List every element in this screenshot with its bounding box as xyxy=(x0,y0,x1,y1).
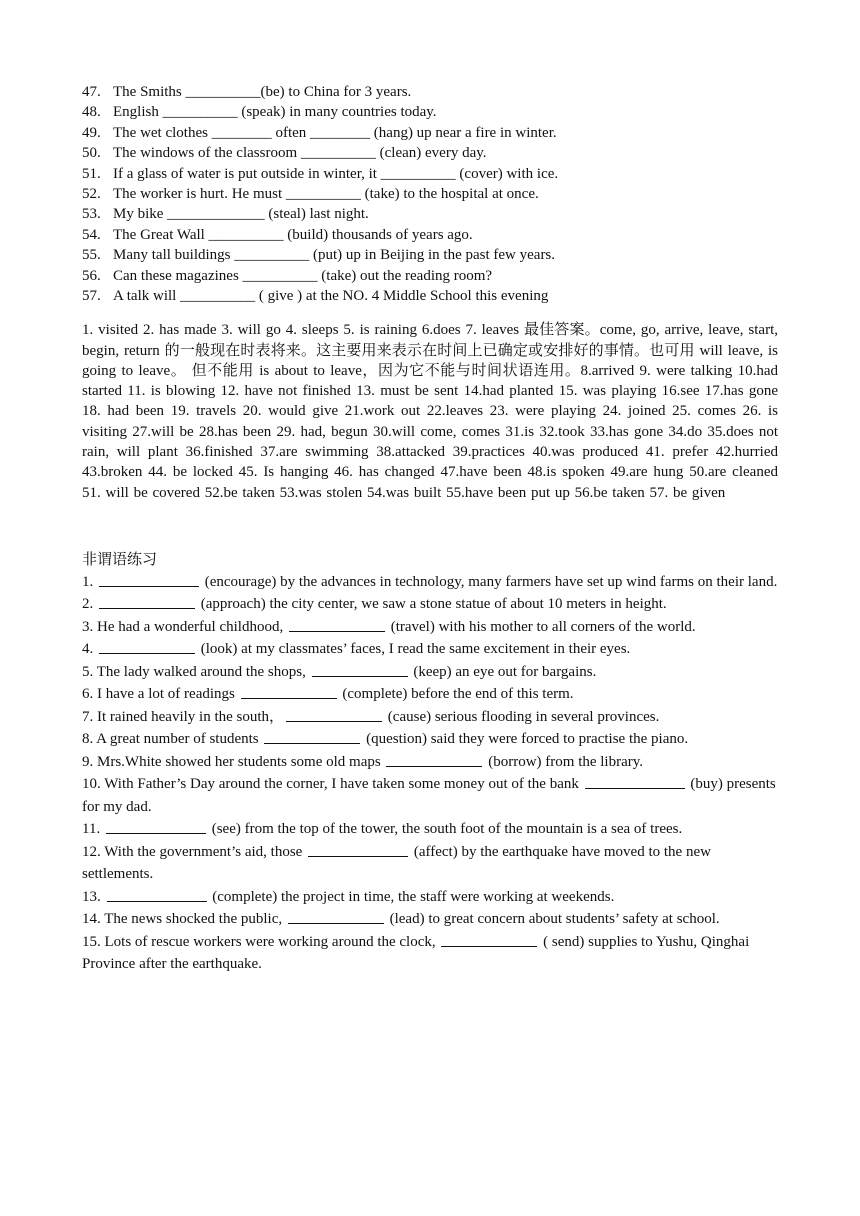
question-text: The wet clothes ________ often ________ (hang) up near a fire in winter. xyxy=(113,124,557,141)
exercise-text-before: 8. A great number of students xyxy=(82,731,263,748)
exercise-text-before: 7. It rained heavily in the south， xyxy=(82,708,285,725)
answer-blank[interactable] xyxy=(107,887,207,902)
answer-blank[interactable] xyxy=(312,662,408,677)
answer-blank[interactable] xyxy=(286,707,382,722)
exercise-text-before: 6. I have a lot of readings xyxy=(82,686,239,703)
question-number: 53. xyxy=(82,206,101,223)
exercise-text-after: (borrow) from the library. xyxy=(484,753,644,770)
exercise-text-after: (encourage) by the advances in technology, many farmers have set up wind farms on their land. xyxy=(201,573,778,590)
exercise-text-after: (see) from the top of the tower, the south foot of the mountain is a sea of trees. xyxy=(207,821,683,838)
answer-key: 1. visited 2. has made 3. will go 4. sleeps 5. is raining 6.does 7. leaves 最佳答案。come, go, arrive, leave, start, begin, return 的一般现在时表将来。这主要用来表示在时间上已确定或安排好的事情。也可用 will leave, is going to leave。 但不能用 is about to leave，因为它不能与时间状语连用。8.arrived 9. were talking 10.had started 11. is blowing 12. have not finished 13. must be sent 14.had planted 15. was playing 16.see 17.has gone 18. had been 19. travels 20. would give 21.work out 22.leaves 23. were playing 24. joined 25. comes 26. is visiting 27.will be 28.has been 29. had, begun 30.will come, comes 31.is 32.took 33.has gone 34.do 35.does not rain, will plant 36.finished 37.are swimming 38.attacked 39.practices 40.was produced 41. prefer 42.hurried 43.broken 44. be locked 45. Is hanging 46. has changed 47.have been 48.is spoken 49.are hung 50.are cleaned 51. will be covered 52.be taken 53.was stolen 54.was built 55.have been put up 56.be taken 57. be given xyxy=(82,322,778,501)
document-page xyxy=(82,82,778,976)
exercise-item xyxy=(82,908,778,931)
exercise-text-after: (lead) to great concern about students’ safety at school. xyxy=(385,911,720,928)
question-item xyxy=(82,245,778,265)
question-number: 57. xyxy=(82,287,101,304)
section-title: 非谓语练习 xyxy=(82,551,158,568)
passive-voice-question-list xyxy=(82,82,778,306)
answer-blank[interactable] xyxy=(308,842,408,857)
answer-blank[interactable] xyxy=(106,819,206,834)
answer-blank[interactable] xyxy=(99,572,199,587)
question-text: English __________ (speak) in many countries today. xyxy=(113,104,437,121)
exercise-text-after: (look) at my classmates’ faces, I read the same excitement in their eyes. xyxy=(197,641,631,658)
question-item xyxy=(82,286,778,306)
exercise-text-before: 11. xyxy=(82,821,104,838)
question-number: 52. xyxy=(82,185,101,202)
exercise-item xyxy=(82,773,778,818)
answer-blank[interactable] xyxy=(289,617,385,632)
exercise-text-after: (travel) with his mother to all corners of the world. xyxy=(386,618,696,635)
question-number: 55. xyxy=(82,247,101,264)
answer-blank[interactable] xyxy=(441,932,537,947)
question-number: 49. xyxy=(82,124,101,141)
question-number: 54. xyxy=(82,226,101,243)
question-text: The Smiths __________(be) to China for 3 years. xyxy=(113,84,412,100)
exercise-text-before: 3. He had a wonderful childhood, xyxy=(82,618,287,635)
question-text: Many tall buildings __________ (put) up in Beijing in the past few years. xyxy=(113,247,556,264)
question-item xyxy=(82,123,778,143)
exercise-text-before: 10. With Father’s Day around the corner, I have taken some money out of the bank xyxy=(82,776,583,793)
exercise-text-after: ( send) supplies to Yushu, Qinghai Province after the earthquake. xyxy=(82,933,750,973)
exercise-item xyxy=(82,841,778,886)
exercise-text-after: (affect) by the earthquake have moved to the new settlements. xyxy=(82,843,711,883)
exercise-text-before: 15. Lots of rescue workers were working around the clock, xyxy=(82,933,440,950)
question-item xyxy=(82,225,778,245)
question-text: Can these magazines __________ (take) out the reading room? xyxy=(113,267,493,284)
exercise-text-before: 12. With the government’s aid, those xyxy=(82,843,307,860)
question-number: 51. xyxy=(82,165,101,182)
question-item xyxy=(82,266,778,286)
exercise-text-after: (keep) an eye out for bargains. xyxy=(409,663,597,680)
exercise-item xyxy=(82,931,778,976)
question-item xyxy=(82,204,778,224)
exercise-text-after: (complete) the project in time, the staff were working at weekends. xyxy=(208,888,615,905)
answer-blank[interactable] xyxy=(288,909,384,924)
exercise-item xyxy=(82,571,778,594)
question-text: If a glass of water is put outside in winter, it __________ (cover) with ice. xyxy=(113,165,559,182)
exercise-item xyxy=(82,616,778,639)
exercise-text-after: (buy) presents for my dad. xyxy=(82,776,776,815)
question-item xyxy=(82,102,778,122)
exercise-text-before: 4. xyxy=(82,641,97,658)
question-item xyxy=(82,164,778,184)
exercise-text-after: (approach) the city center, we saw a stone statue of about 10 meters in height. xyxy=(197,596,667,613)
exercise-text-after: (question) said they were forced to practise the piano. xyxy=(362,731,689,748)
question-number: 50. xyxy=(82,145,101,162)
exercise-text-before: 1. xyxy=(82,573,97,590)
exercise-item xyxy=(82,751,778,774)
exercise-text-before: 2. xyxy=(82,596,97,613)
exercise-item xyxy=(82,661,778,684)
question-text: The windows of the classroom __________ (clean) every day. xyxy=(113,145,487,162)
exercise-item xyxy=(82,638,778,661)
answer-blank[interactable] xyxy=(241,684,337,699)
answer-blank[interactable] xyxy=(99,639,195,654)
exercise-item xyxy=(82,886,778,909)
exercise-text-before: 5. The lady walked around the shops, xyxy=(82,663,310,680)
exercise-text-before: 13. xyxy=(82,888,105,905)
exercise-item xyxy=(82,728,778,751)
question-number: 47. xyxy=(82,84,101,100)
answer-blank[interactable] xyxy=(386,752,482,767)
question-text: The worker is hurt. He must __________ (take) to the hospital at once. xyxy=(113,185,539,202)
exercise-text-after: (complete) before the end of this term. xyxy=(338,686,574,703)
question-number: 56. xyxy=(82,267,101,284)
exercise-item xyxy=(82,593,778,616)
question-item xyxy=(82,184,778,204)
question-item xyxy=(82,143,778,163)
answer-blank[interactable] xyxy=(264,729,360,744)
exercise-text-before: 14. The news shocked the public, xyxy=(82,911,286,928)
exercise-text-after: (cause) serious flooding in several provinces. xyxy=(384,708,660,725)
question-text: The Great Wall __________ (build) thousands of years ago. xyxy=(113,226,473,243)
question-text: A talk will __________ ( give ) at the NO. 4 Middle School this evening xyxy=(113,287,549,304)
non-finite-verb-exercise-list xyxy=(82,571,778,976)
exercise-text-before: 9. Mrs.White showed her students some old maps xyxy=(82,753,385,770)
question-number: 48. xyxy=(82,104,101,121)
exercise-item xyxy=(82,683,778,706)
exercise-item xyxy=(82,818,778,841)
question-item xyxy=(82,82,778,102)
answer-blank[interactable] xyxy=(585,774,685,789)
exercise-item xyxy=(82,706,778,729)
answer-blank[interactable] xyxy=(99,594,195,609)
question-text: My bike _____________ (steal) last night. xyxy=(113,206,369,223)
